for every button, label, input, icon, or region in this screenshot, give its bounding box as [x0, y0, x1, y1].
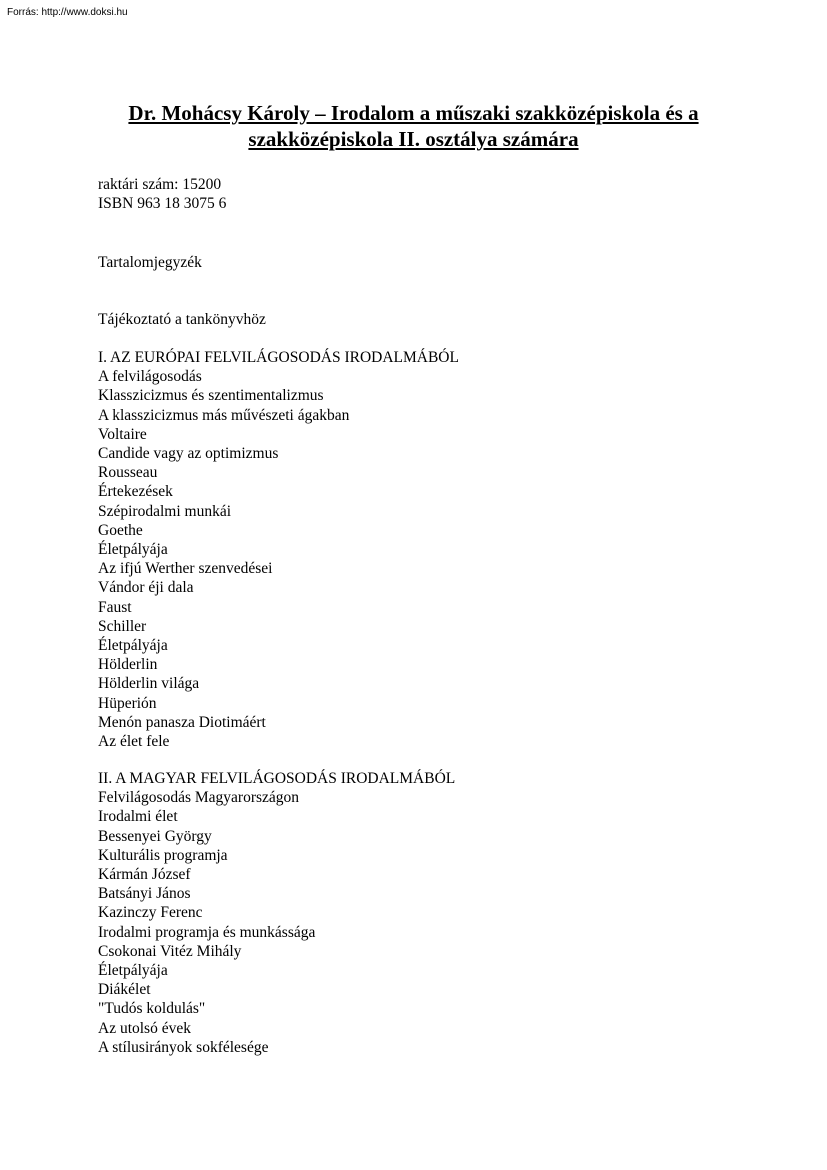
toc-entry: Hölderlin	[98, 656, 158, 674]
toc-intro-entry: Tájékoztató a tankönyvhöz	[98, 311, 266, 328]
part-heading: II. A MAGYAR FELVILÁGOSODÁS IRODALMÁBÓL	[98, 770, 456, 787]
toc-entry: Menón panasza Diotimáért	[98, 713, 266, 731]
toc-part-2	[98, 769, 455, 1057]
title-line-2: szakközépiskola II. osztálya számára	[248, 127, 579, 151]
toc-entry: Kulturális programja	[98, 846, 228, 864]
publication-meta	[98, 175, 226, 213]
isbn: ISBN 963 18 3075 6	[98, 195, 227, 213]
toc-entry: Kármán József	[98, 866, 191, 884]
toc-part-1	[98, 348, 459, 751]
document-title	[80, 100, 747, 152]
toc-entry: Rousseau	[98, 464, 158, 482]
toc-entry: Hölderlin világa	[98, 675, 200, 693]
toc-entry: Bessenyei György	[98, 827, 212, 845]
toc-entry: Életpályája	[98, 637, 168, 655]
toc-entry: "Tudós koldulás"	[98, 1000, 206, 1018]
toc-entry: Klasszicizmus és szentimentalizmus	[98, 387, 324, 405]
toc-entry: A felvilágosodás	[98, 368, 202, 386]
toc-entry: Csokonai Vitéz Mihály	[98, 942, 242, 960]
toc-entry: Életpályája	[98, 962, 168, 980]
toc-entry: Kazinczy Ferenc	[98, 904, 203, 922]
toc-entry: Vándor éji dala	[98, 579, 194, 597]
toc-entry: Irodalmi programja és munkássága	[98, 923, 316, 941]
toc-entry: Az ifjú Werther szenvedései	[98, 560, 273, 578]
toc-entry: Szépirodalmi munkái	[98, 502, 232, 520]
toc-entry: Életpályája	[98, 541, 168, 559]
toc-entry: Voltaire	[98, 425, 147, 443]
toc-entry: Hüperión	[98, 694, 157, 712]
source-line: Forrás: http://www.doksi.hu	[7, 7, 128, 18]
toc-entry: A klasszicizmus más művészeti ágakban	[98, 406, 350, 424]
toc-entry: A stílusirányok sokfélesége	[98, 1038, 269, 1056]
title-line-1: Dr. Mohácsy Károly – Irodalom a műszaki szakközépiskola és a	[128, 101, 699, 125]
toc-entry: Schiller	[98, 617, 147, 635]
toc-entry: Irodalmi élet	[98, 808, 178, 826]
toc-entry: Felvilágosodás Magyarországon	[98, 789, 300, 807]
toc-entry: Értekezések	[98, 483, 173, 501]
toc-entry: Az élet fele	[98, 733, 170, 751]
catalog-number: raktári szám: 15200	[98, 176, 222, 193]
toc-entry: Batsányi János	[98, 885, 191, 903]
toc-entry: Goethe	[98, 521, 143, 539]
toc-entry: Candide vagy az optimizmus	[98, 445, 279, 463]
toc-entry: Az utolsó évek	[98, 1019, 191, 1037]
toc-heading: Tartalomjegyzék	[98, 254, 202, 271]
toc-entry: Faust	[98, 598, 132, 616]
part-heading: I. AZ EURÓPAI FELVILÁGOSODÁS IRODALMÁBÓL	[98, 349, 459, 366]
toc-entry: Diákélet	[98, 981, 151, 999]
